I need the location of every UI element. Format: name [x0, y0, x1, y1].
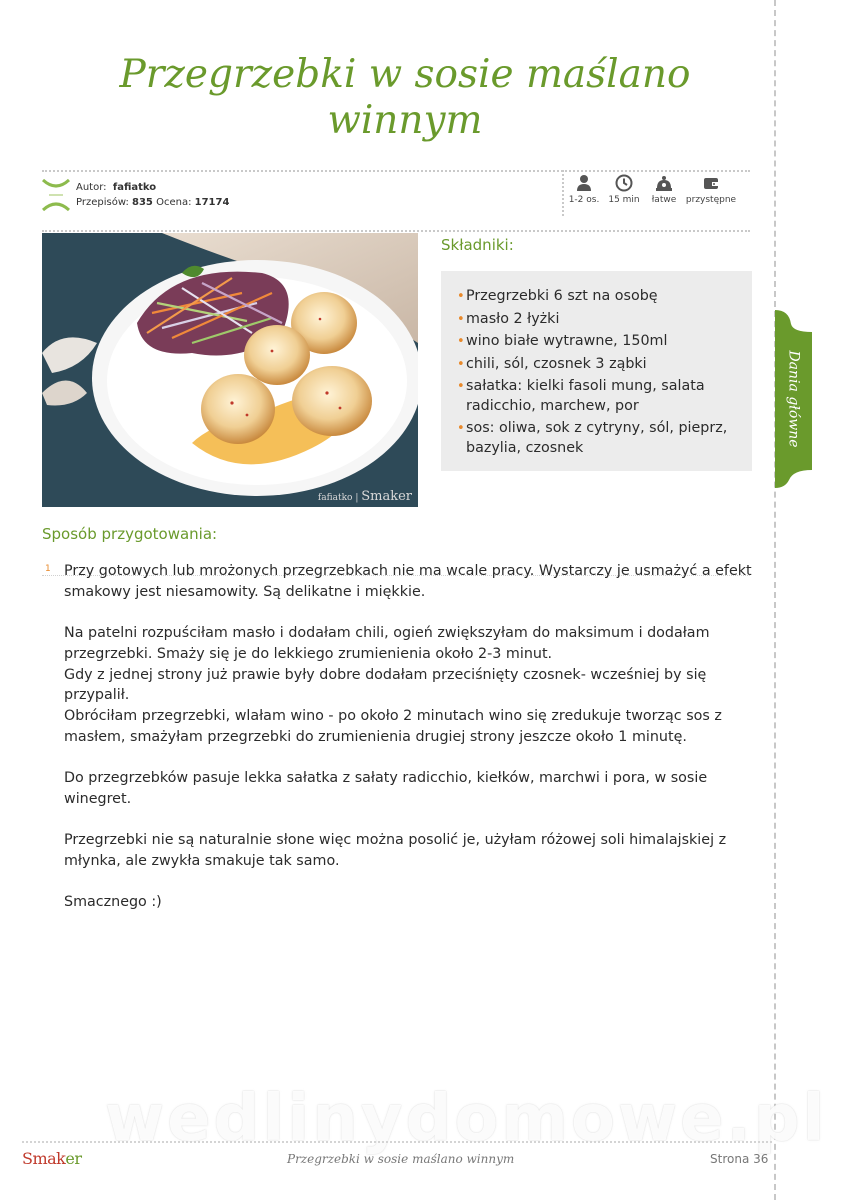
- preparation-paragraph: Do przegrzebków pasuje lekka sałatka z sałaty radicchio, kiełków, marchwi i pora, w sosie winegret.: [64, 770, 708, 807]
- author-name[interactable]: fafiatko: [112, 182, 157, 193]
- preparation-heading: Sposób przygotowania:: [42, 525, 218, 543]
- ingredients-heading: Składniki:: [441, 236, 514, 254]
- recipe-title: Przegrzebki w sosie maślano winnym: [119, 52, 691, 143]
- meta-cost: [684, 174, 738, 205]
- preparation-text: [64, 561, 754, 934]
- smaker-logo-icon: [40, 178, 72, 212]
- ingredients-box: [441, 271, 752, 471]
- author-info: [76, 180, 229, 210]
- footer-logo-main: Smak: [22, 1149, 66, 1168]
- footer-logo: [22, 1149, 82, 1168]
- recipe-photo: [42, 233, 418, 507]
- rating-value: 17174: [194, 197, 230, 208]
- preparation-paragraph: Przegrzebki nie są naturalnie słone więc można posolić je, użyłam różowej soli himalajskiej z młynka, ale zwykła smakuje tak samo.: [64, 832, 727, 869]
- person-icon: [575, 174, 593, 192]
- ingredients-list: [457, 287, 738, 458]
- meta-difficulty-label: łatwe: [651, 195, 677, 205]
- meta-servings-label: 1-2 os.: [568, 195, 600, 205]
- photo-credit-brand: Smaker: [361, 489, 412, 504]
- ingredient-item: • sałatka: kielki fasoli mung, salata radicchio, marchew, por: [457, 377, 738, 416]
- footer-title: Przegrzebki w sosie maślano winnym: [287, 1152, 515, 1166]
- footer-divider: [22, 1141, 772, 1143]
- clock-icon: [615, 174, 633, 192]
- watermark: wedlinydomowe.pl: [105, 1082, 828, 1156]
- scallops-photo-illustration: [42, 233, 418, 507]
- ingredient-item: • Przegrzebki 6 szt na osobę: [457, 287, 738, 307]
- ingredient-item: • wino białe wytrawne, 150ml: [457, 332, 738, 352]
- author-label: Autor:: [76, 182, 107, 193]
- meta-servings: [564, 174, 604, 205]
- cut-line: [774, 0, 776, 1200]
- wallet-icon: [702, 174, 720, 192]
- preparation-paragraph: Przy gotowych lub mrożonych przegrzebkach nie ma wcale pracy. Wystarczy je usmażyć a efekt smakowy jest niesamowity. Są delikatne i miękkie.: [64, 563, 752, 600]
- step-number: 1: [45, 564, 51, 574]
- category-tab[interactable]: [775, 310, 812, 488]
- preparation-paragraph: Na patelni rozpuściłam masło i dodałam chili, ogień zwiększyłam do maksimum i dodałam przegrzebki. Smaży się je do lekkiego zrumienienia około 2-3 minut. Gdy z jednej strony już prawie były dobre dodałam przeciśnięty czosnek- wcześniej by się przypalił. Obróciłam przegrzebki, wlałam wino - po około 2 minutach wino się zredukuje tworząc sos z masłem, smażyłam przegrzebki do zrumienienia drugiej strony jeszcze około 1 minutę.: [64, 625, 722, 745]
- photo-credit: fafiatko | Smaker: [317, 489, 412, 504]
- recipes-count: 835: [132, 197, 153, 208]
- page-number: Strona 36: [710, 1152, 769, 1166]
- photo-credit-author: fafiatko: [317, 493, 353, 503]
- divider-top: [42, 170, 750, 172]
- recipe-meta: [560, 174, 750, 214]
- divider-bottom: [42, 230, 750, 232]
- rating-label: Ocena:: [156, 197, 192, 208]
- category-tab-label: Dania główne: [785, 350, 802, 448]
- chef-hat-icon: [654, 174, 674, 192]
- footer-logo-accent: er: [65, 1149, 82, 1168]
- meta-time-label: 15 min: [608, 195, 640, 205]
- author-block: [40, 178, 340, 214]
- meta-difficulty: [646, 174, 682, 205]
- ingredient-item: • sos: oliwa, sok z cytryny, sól, pieprz, bazylia, czosnek: [457, 419, 738, 458]
- recipes-label: Przepisów:: [76, 197, 129, 208]
- ingredient-item: • chili, sól, czosnek 3 ząbki: [457, 355, 738, 375]
- meta-cost-label: przystępne: [685, 195, 737, 205]
- meta-time: [604, 174, 644, 205]
- preparation-paragraph: Smacznego :): [64, 894, 162, 911]
- ingredient-item: • masło 2 łyżki: [457, 310, 738, 330]
